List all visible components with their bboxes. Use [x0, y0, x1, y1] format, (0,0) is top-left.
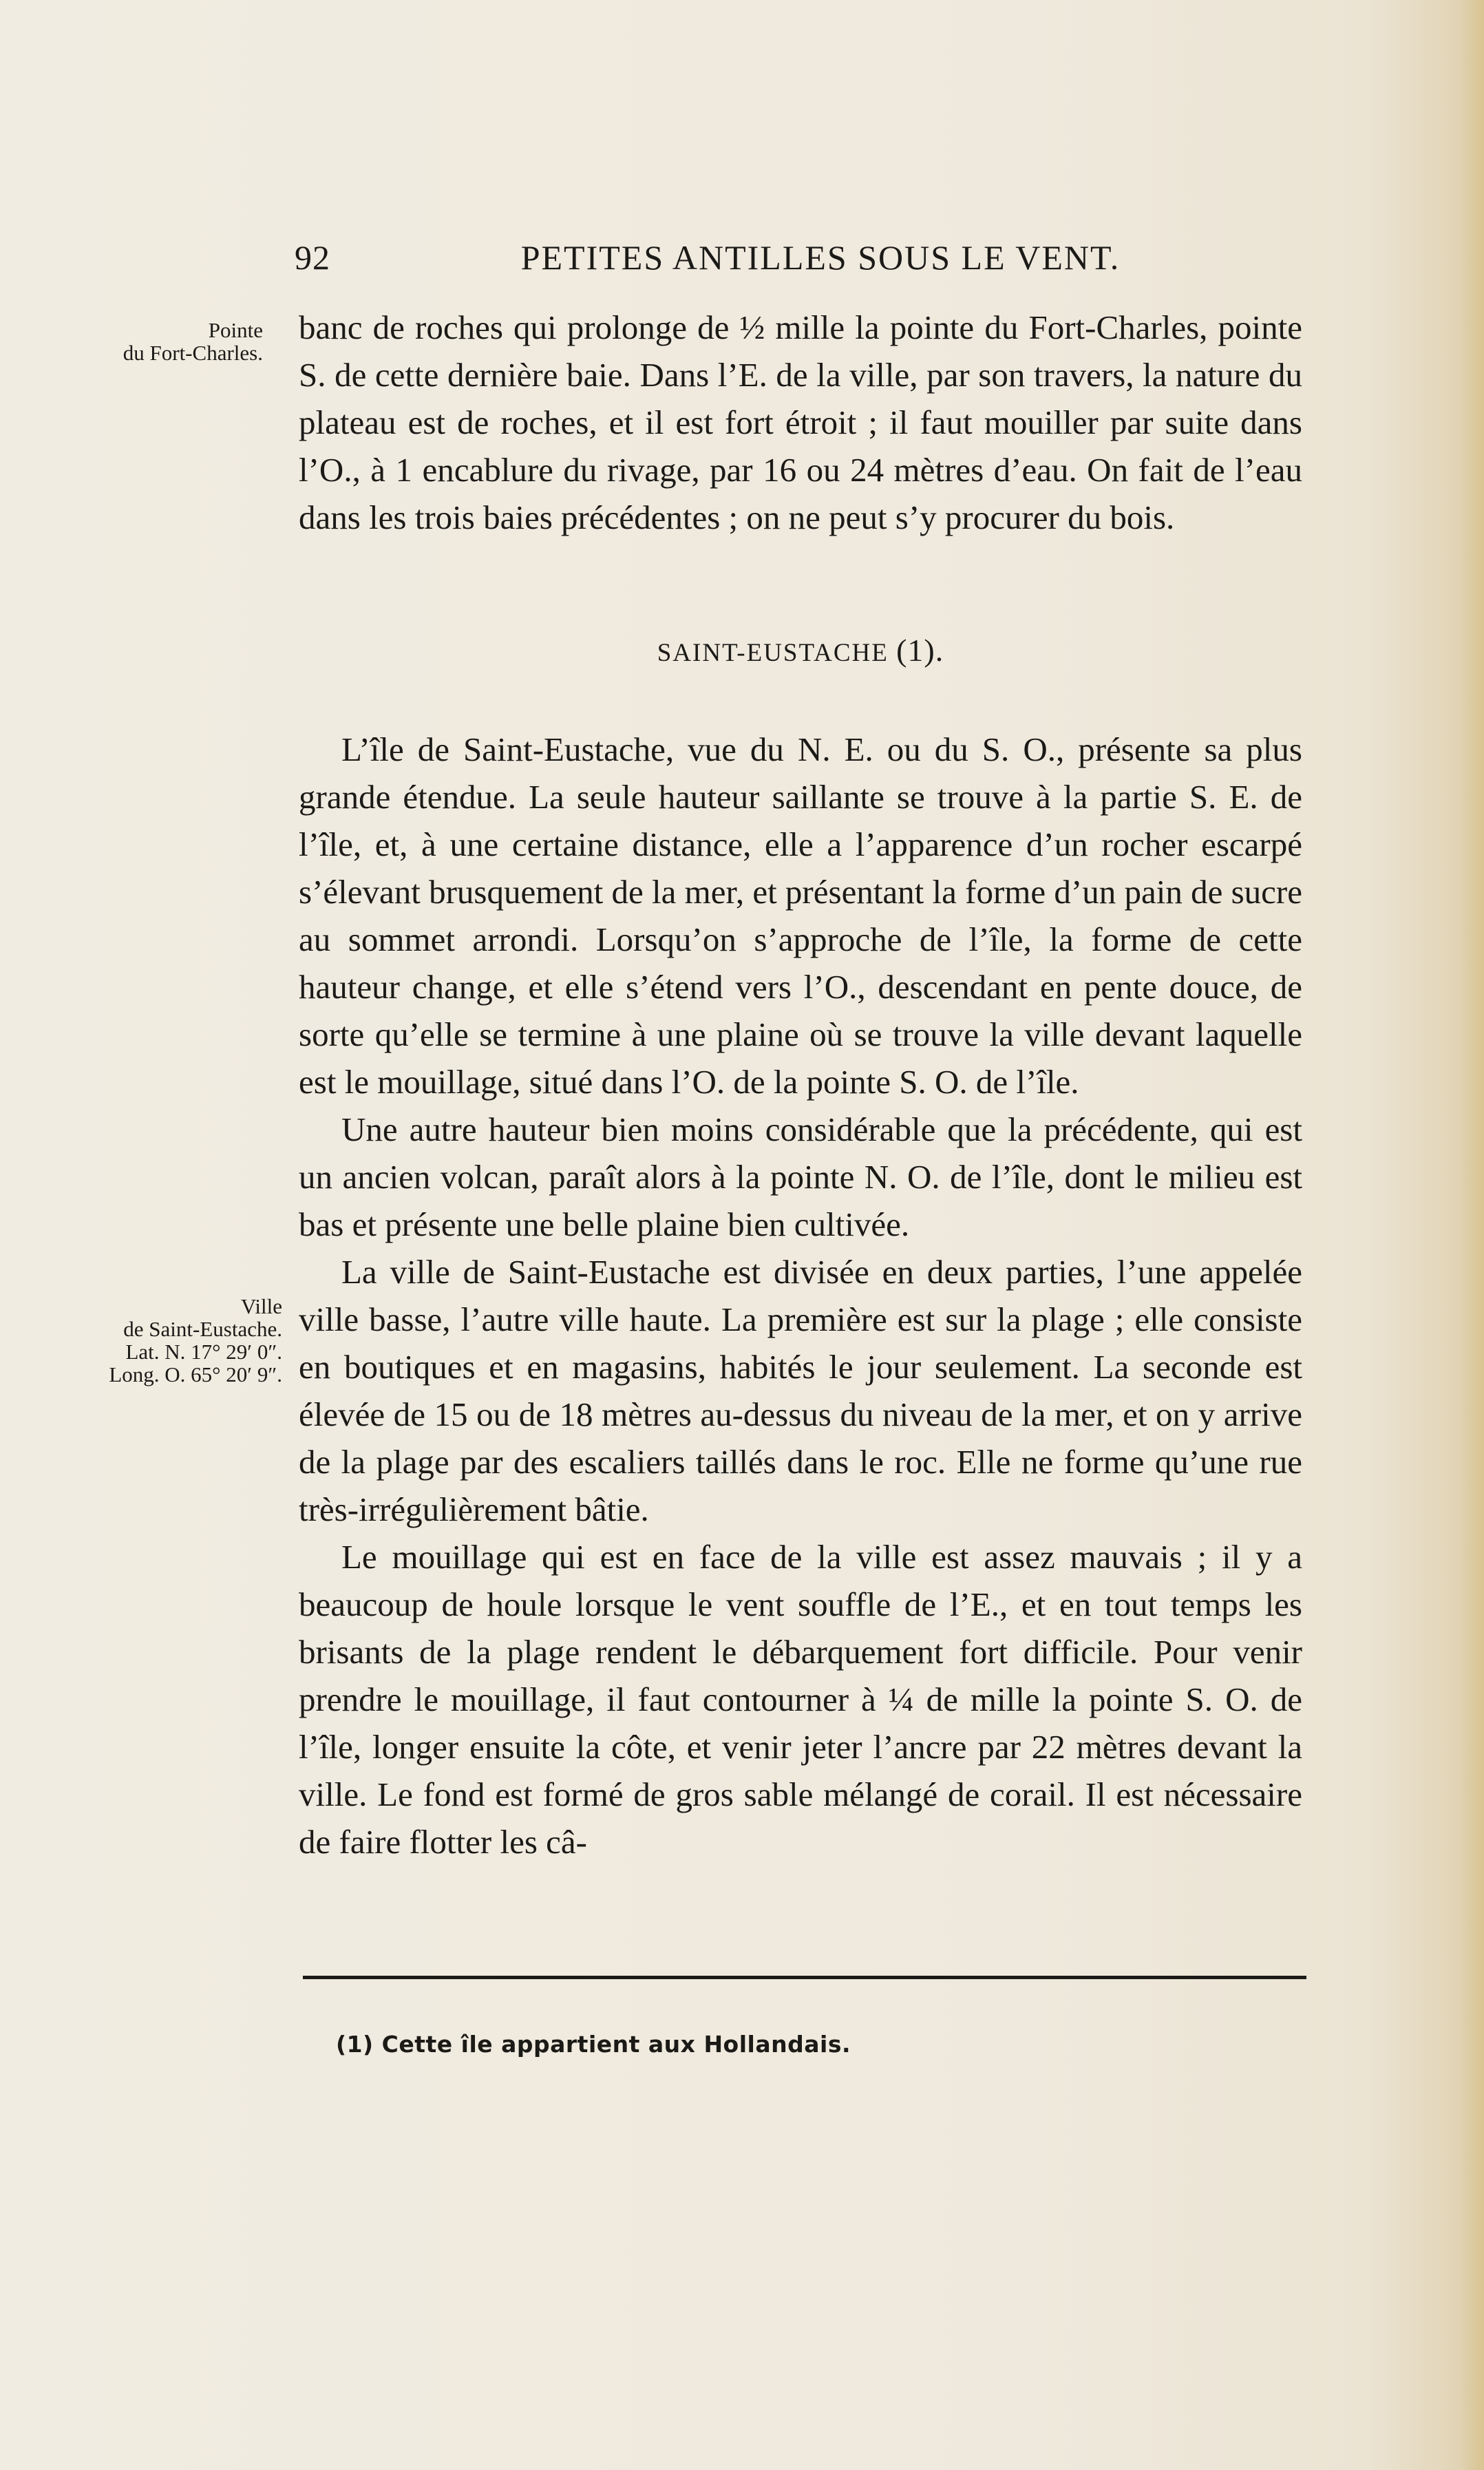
- page-header: [295, 237, 1305, 286]
- margin-note-line: Ville: [240, 1294, 282, 1318]
- margin-note-line: de Saint-Eustache.: [123, 1317, 282, 1341]
- text-block-intro: [299, 304, 1302, 541]
- margin-note-line: Pointe: [208, 318, 263, 342]
- margin-note-line: Long. O. 65° 20′ 9″.: [109, 1362, 282, 1386]
- footnote-reference: (1).: [896, 633, 944, 668]
- running-title: PETITES ANTILLES SOUS LE VENT.: [520, 238, 1121, 277]
- page-edge-shadow: [1461, 0, 1484, 2470]
- paragraph: Une autre hauteur bien moins considérable que la précédente, qui est un ancien volcan, paraît alors à la pointe N. O. de l’île, dont le milieu est bas et présente une belle plaine bien cultivée.: [299, 1110, 1302, 1243]
- text-block-saint-eustache: [299, 726, 1302, 1866]
- paragraph: L’île de Saint-Eustache, vue du N. E. ou du S. O., présente sa plus grande étendue. La seule hauteur saillante se trouve à la partie S. E. de l’île, et, à une certaine distance, elle a l’apparence d’un rocher escarpé s’élevant brusquement de la mer, et présentant la forme d’un pain de sucre au sommet arrondi. Lorsqu’on s’approche de l’île, la forme de cette hauteur change, et elle s’étend vers l’O., descendant en pente douce, de sorte qu’elle se termine à une plaine où se trouve la ville devant laquelle est le mouillage, situé dans l’O. de la pointe S. O. de l’île.: [299, 730, 1302, 1101]
- section-heading-title: SAINT-EUSTACHE: [657, 639, 889, 667]
- margin-note-fort-charles: [63, 319, 263, 364]
- paragraph: banc de roches qui prolonge de ½ mille la pointe du Fort-Charles, pointe S. de cette dernière baie. Dans l’E. de la ville, par son travers, la nature du plateau est de roches, et il est fort étroit ; il faut mouiller par suite dans l’O., à 1 encablure du rivage, par 16 ou 24 mètres d’eau. On fait de l’eau dans les trois baies précédentes ; on ne peut s’y procurer du bois.: [299, 308, 1302, 536]
- page-number: 92: [295, 238, 330, 277]
- section-heading: [299, 633, 1302, 671]
- margin-note-line: du Fort-Charles.: [123, 341, 263, 365]
- footnote-divider: [303, 1976, 1306, 1979]
- paragraph: La ville de Saint-Eustache est divisée en deux parties, l’une appelée ville basse, l’autre ville haute. La première est sur la plage ; elle consiste en boutiques et en magasins, habités le jour seulement. La seconde est élevée de 15 ou de 18 mètres au-dessus du niveau de la mer, et on y arrive de la plage par des escaliers taillés dans le roc. Elle ne forme qu’une rue très-irrégulièrement bâtie.: [299, 1253, 1302, 1528]
- paragraph: Le mouillage qui est en face de la ville est assez mauvais ; il y a beaucoup de houle lorsque le vent souffle de l’E., et en tout temps les brisants de la plage rendent le débarquement fort difficile. Pour venir prendre le mouillage, il faut contourner à ¼ de mille la pointe S. O. de l’île, longer ensuite la côte, et venir jeter l’ancre par 22 mètres devant la ville. Le fond est formé de gros sable mélangé de corail. Il est nécessaire de faire flotter les câ-: [299, 1538, 1302, 1861]
- footnote: (1) Cette île appartient aux Hollandais.: [336, 2031, 851, 2058]
- margin-note-ville: [63, 1295, 282, 1386]
- margin-note-line: Lat. N. 17° 29′ 0″.: [125, 1340, 282, 1364]
